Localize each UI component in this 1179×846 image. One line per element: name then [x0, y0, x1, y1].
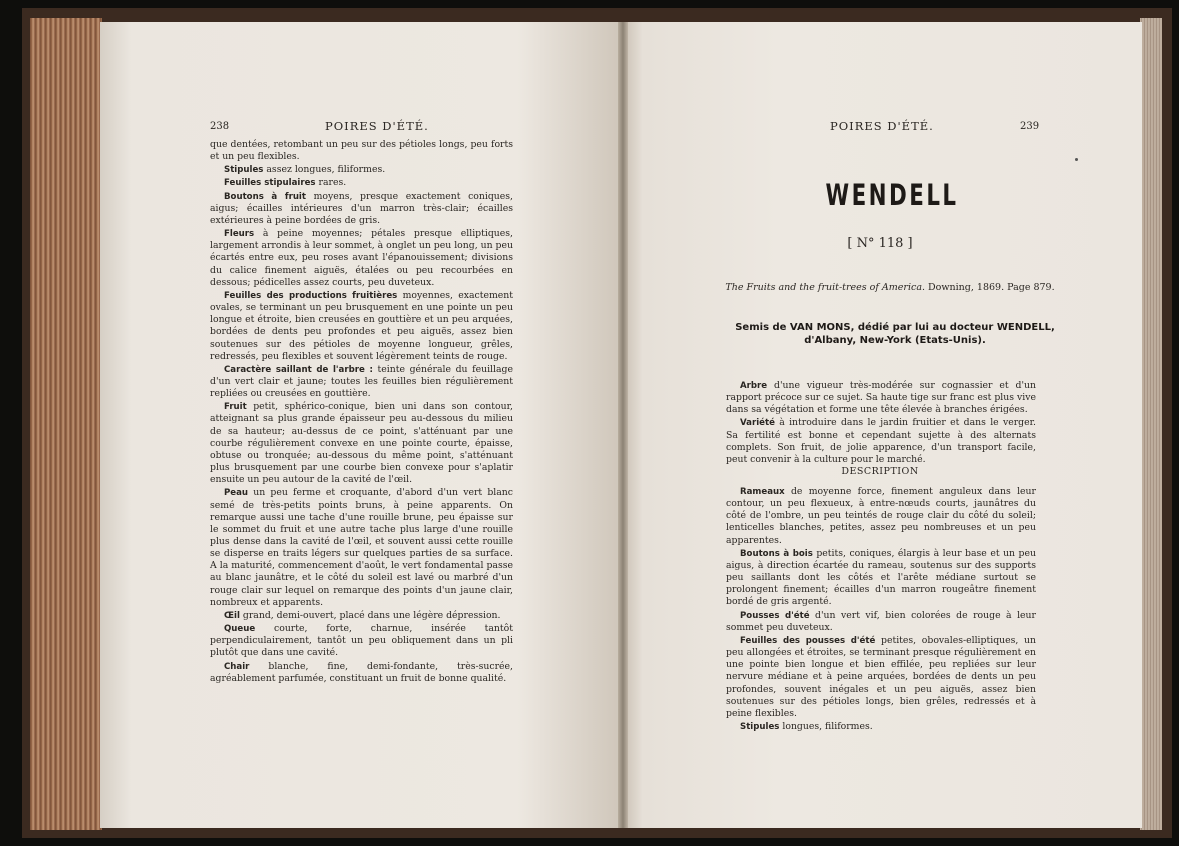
paragraph [210, 228, 513, 289]
paragraph [726, 486, 1036, 547]
paragraph [726, 417, 1036, 466]
paragraph [726, 380, 1036, 416]
right-page-number: 239 [1020, 121, 1040, 132]
variety-number: [ N° 118 ] [847, 236, 913, 251]
paragraph-lead: Boutons à bois [740, 548, 813, 559]
paragraph-text: petit, sphérico-conique, bien uni dans son contour, atteignant sa plus grande épaisseur peu au-dessous du milieu de sa hauteur; au-dessus de ce point, s'atténuant par une courbe régulièrement convexe en une pointe courte, épaisse, obtuse ou tronquée; au-dessous du même point, s'atténuant plus brusquement par une courbe bien convexe pour s'aplatir ensuite un peu autour de la cavité de l'œil. [210, 401, 513, 486]
page-edges-right [1140, 18, 1162, 830]
paragraph-text: grand, demi-ouvert, placé dans une légère dépression. [242, 609, 501, 621]
left-page-number: 238 [210, 121, 230, 132]
paragraph-lead: Feuilles des productions fruitières [224, 290, 398, 301]
paragraph-text: assez longues, filiformes. [266, 164, 386, 176]
book-gutter [618, 22, 628, 828]
paragraph-lead: Chair [224, 661, 250, 672]
paragraph [210, 139, 513, 163]
page-edges-left [30, 18, 102, 830]
paragraph-lead: Fleurs [224, 229, 255, 240]
paragraph-text: un peu ferme et croquante, d'abord d'un vert blanc semé de très-petits points bruns, à peine apparents. On remarque aussi une tache d'une rouille brune, peu épaisse sur le sommet du fruit et une autre tache plus large d'une rouille plus dense dans la cavité de l'œil, et souvent aussi cette rouille se disperse en traits légers sur quelques parties de sa surface. A la maturité, commencement d'août, le vert fondamental passe au blanc jaunâtre, et le côté du soleil est lavé ou marbré d'un rouge clair sur lequel on remarque des points d'un jaune clair, nombreux et apparents. [210, 487, 513, 608]
paragraph [210, 191, 513, 227]
paragraph-lead: Feuilles stipulaires [224, 178, 316, 189]
paragraph-text: à peine moyennes; pétales presque elliptiques, largement arrondis à leur sommet, à onglet un peu long, un peu écartés entre eux, peu roses avant l'épanouissement; divisions du calice finement aiguës, étalées ou peu recourbées en dessous; pédicelles assez courts, peu duveteux. [210, 228, 513, 288]
paragraph-lead: Variété [740, 418, 775, 429]
paragraph-lead: Arbre [740, 381, 768, 391]
paragraph-lead: Caractère saillant de l'arbre : [224, 364, 373, 375]
paragraph-text: de moyenne force, finement anguleux dans leur contour, un peu flexueux, à entre-nœuds courts, jaunâtres du côté de l'ombre, un peu teintés de rouge clair du côté du soleil; lenticelles blanches, petites, assez peu nombreuses et un peu apparentes. [726, 486, 1036, 546]
paragraph-lead: Stipules [224, 165, 264, 176]
paragraph-lead: Boutons à fruit [224, 191, 306, 202]
paragraph-text: moyens, presque exactement coniques, aigus; écailles intérieures d'un marron très-clair; écailles extérieures à peine bordées de gris. [210, 190, 513, 226]
page-title: WENDELL [825, 178, 959, 212]
paragraph [726, 548, 1036, 609]
paragraph-text: d'une vigueur très-modérée sur cognassier et d'un rapport précoce sur ce sujet. Sa haute tige sur franc est plus vive dans sa végétation et forme une tête élevée à branches érigées. [726, 380, 1036, 416]
right-running-head: POIRES D'ÉTÉ. [830, 119, 934, 133]
paragraph-lead: Rameaux [740, 487, 785, 497]
ink-speck [1075, 158, 1078, 161]
paragraph [210, 661, 513, 685]
paragraph-text: d'un vert vif, bien colorées de rouge à leur sommet peu duveteux. [726, 609, 1036, 633]
paragraph-lead: Queue [224, 624, 256, 635]
paragraph [210, 290, 513, 363]
paragraph [210, 487, 513, 609]
paragraph [210, 610, 513, 622]
paragraph-text: petites, obovales-elliptiques, un peu allongées et étroites, se terminant presque régulièrement en une pointe bien longue et bien effilée, peu repliées sur leur nervure médiane et à peine arquées, bordées de dents un peu profondes, souvent inégales et un peu aiguës, assez bien soutenues sur des pétioles longs, bien grêles, redressés et à peine flexibles. [726, 634, 1036, 719]
paragraph [726, 635, 1036, 720]
paragraph-text: à introduire dans le jardin fruitier et dans le verger. Sa fertilité est bonne et cependant sujette à des alternats complets. Son fruit, de jolie apparence, d'un transport facile, peut convenir à la culture pour le marché. [726, 417, 1036, 465]
paragraph-text: blanche, fine, demi-fondante, très-sucrée, agréablement parfumée, constituant un fruit de bonne qualité. [210, 660, 513, 684]
description-heading: DESCRIPTION [841, 466, 919, 477]
paragraph-text: teinte générale du feuillage d'un vert clair et jaune; toutes les feuilles bien régulièrement repliées ou creusées en gouttière. [210, 363, 513, 400]
origin-note: Semis de VAN MONS, dédié par lui au docteur WENDELL, d'Albany, New-York (Etats-Unis). [735, 322, 1055, 346]
paragraph [210, 401, 513, 486]
paragraph [726, 721, 1036, 733]
paragraph [210, 623, 513, 659]
left-running-head: POIRES D'ÉTÉ. [325, 119, 429, 133]
right-description-body [726, 486, 1036, 734]
right-intro-body [726, 380, 1036, 467]
paragraph-lead: Peau [224, 488, 249, 499]
left-page-body [210, 139, 513, 686]
paragraph-lead: Feuilles des pousses d'été [740, 635, 876, 646]
paragraph-text: que dentées, retombant un peu sur des pétioles longs, peu forts et un peu flexibles. [210, 139, 513, 163]
paragraph-text: courte, forte, charnue, insérée tantôt perpendiculairement, tantôt un peu obliquement dans un pli plutôt que dans une cavité. [210, 623, 513, 659]
paragraph-lead: Œil [224, 610, 240, 621]
paragraph-text: moyennes, exactement ovales, se terminant un peu brusquement en une pointe un peu longue et étroite, bien creusées en gouttière et un peu arquées, bordées de dents peu profondes et peu aiguës, assez bien soutenues sur des pétioles de moyenne longueur, grêles, redressés, peu flexibles et souvent légèrement teints de rouge. [210, 289, 513, 362]
paragraph-lead: Fruit [224, 402, 247, 413]
paragraph [210, 364, 513, 400]
paragraph [210, 164, 513, 176]
paragraph-text: longues, filiformes. [782, 720, 873, 732]
paragraph-lead: Stipules [740, 721, 780, 732]
paragraph-text: rares. [318, 177, 347, 189]
paragraph-lead: Pousses d'été [740, 610, 810, 621]
reference-book-title: The Fruits and the fruit-trees of America. [725, 282, 926, 293]
paragraph [210, 177, 513, 189]
reference-details: Downing, 1869. Page 879. [925, 282, 1055, 293]
paragraph-text: petits, coniques, élargis à leur base et un peu aigus, à direction écartée du rameau, soutenus sur des supports peu saillants dont les côtés et l'arête médiane surtout se prolongent finement; écailles d'un marron rougeâtre finement bordé de gris argenté. [726, 547, 1036, 608]
paragraph [726, 610, 1036, 634]
bibliographic-reference [700, 282, 1080, 293]
